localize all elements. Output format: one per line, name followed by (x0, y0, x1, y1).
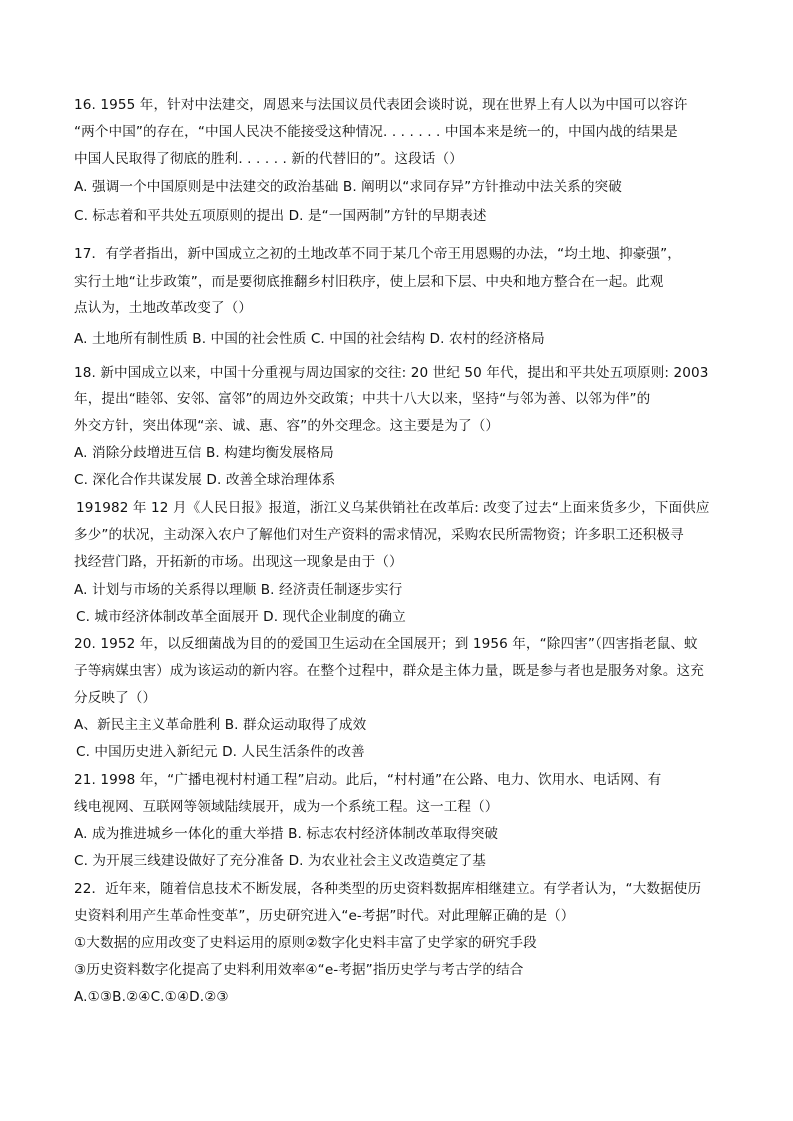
question-18-options-1: A. 消除分歧增进互信 B. 构建均衡发展格局 (74, 445, 334, 461)
question-20-options-1: A、新民主主义革命胜利 B. 群众运动取得了成效 (74, 717, 367, 733)
question-21-line-2: 线电视网、互联网等领域陆续展开，成为一个系统工程。这一工程（） (74, 799, 499, 815)
question-22-options-1: A.①③B.②④C.①④D.②③ (74, 989, 229, 1005)
question-20-options-2: C. 中国历史进入新纪元 D. 人民生活条件的改善 (76, 744, 365, 760)
question-16-options-2: C. 标志着和平共处五项原则的提出 D. 是“一国两制”方针的早期表述 (74, 208, 487, 224)
question-16-line-3: 中国人民取得了彻底的胜利. . . . . . 新的代替旧的”。这段话（） (74, 151, 463, 167)
question-16-options-1: A. 强调一个中国原则是中法建交的政治基础 B. 阐明以“求同存异”方针推动中法关系的突破 (74, 179, 622, 195)
question-18-line-2: 年，提出“睦邻、安邻、富邻”的周边外交政策；中共十八大以来，坚持“与邻为善、以邻为伴”的 (74, 391, 651, 407)
question-18-line-3: 外交方针，突出体现“亲、诚、惠、容”的外交理念。这主要是为了（） (74, 418, 500, 434)
question-21-options-1: A. 成为推进城乡一体化的重大举措 B. 标志农村经济体制改革取得突破 (74, 826, 499, 842)
question-22-line-1: 22．近年来，随着信息技术不断发展，各种类型的历史资料数据库相继建立。有学者认为，“大数据使历 (74, 881, 702, 897)
question-19-options-1: A. 计划与市场的关系得以理顺 B. 经济责任制逐步实行 (74, 582, 403, 598)
question-18-line-1: 18. 新中国成立以来，中国十分重视与周边国家的交往: 20 世纪 50 年代，提出和平共处五项原则: 2003 (74, 365, 709, 381)
question-17-line-3: 点认为，土地改革改变了（） (74, 300, 253, 316)
question-19-options-2: C. 城市经济体制改革全面展开 D. 现代企业制度的确立 (76, 609, 406, 625)
question-16-line-2: “两个中国”的存在，“中国人民决不能接受这种情况. . . . . . . 中国本来是统一的，中国内战的结果是 (74, 124, 678, 140)
question-21-options-2: C. 为开展三线建设做好了充分准备 D. 为农业社会主义改造奠定了基 (74, 853, 486, 869)
question-22-line-2: 史资料利用产生革命性变革”，历史研究进入“e-考据”时代。对此理解正确的是（） (74, 908, 575, 924)
question-19-line-1: 191982 年 12 月《人民日报》报道，浙江义乌某供销社在改革后: 改变了过去“上面来货多少，下面供应 (76, 500, 710, 516)
question-17-line-1: 17．有学者指出，新中国成立之初的土地改革不同于某几个帝王用恩赐的办法，“均土地、抑豪强”， (74, 246, 681, 262)
question-21-line-1: 21. 1998 年，“广播电视村村通工程”启动。此后，“村村通”在公路、电力、饮用水、电话网、有 (74, 772, 662, 788)
question-17-options-1: A. 土地所有制性质 B. 中国的社会性质 C. 中国的社会结构 D. 农村的经济格局 (74, 331, 545, 347)
question-16-line-1: 16. 1955 年，针对中法建交，周恩来与法国议员代表团会谈时说，现在世界上有人以为中国可以容许 (74, 97, 688, 113)
question-18-options-2: C. 深化合作共谋发展 D. 改善全球治理体系 (74, 472, 336, 488)
question-22-statement-1: ①大数据的应用改变了史料运用的原则②数字化史料丰富了史学家的研究手段 (74, 935, 537, 951)
question-20-line-3: 分反映了（） (74, 690, 157, 706)
question-17-line-2: 实行土地“让步政策”，而是要彻底推翻乡村旧秩序，使上层和下层、中央和地方整合在一起。此观 (74, 274, 664, 290)
question-19-line-2: 多少”的状况，主动深入农户了解他们对生产资料的需求情况，采购农民所需物资；许多职工还积极寻 (74, 527, 684, 543)
question-19-line-3: 找经营门路，开拓新的市场。出现这一现象是由于（） (74, 554, 403, 570)
question-20-line-2: 子等病媒虫害）成为该运动的新内容。在整个过程中，群众是主体力量，既是参与者也是服务对象。这充 (74, 663, 704, 679)
question-22-statement-2: ③历史资料数字化提高了史料利用效率④“e-考据”指历史学与考古学的结合 (74, 962, 524, 978)
question-20-line-1: 20. 1952 年，以反细菌战为目的的爱国卫生运动在全国展开；到 1956 年，“除四害”（四害指老鼠、蚊 (74, 636, 698, 652)
